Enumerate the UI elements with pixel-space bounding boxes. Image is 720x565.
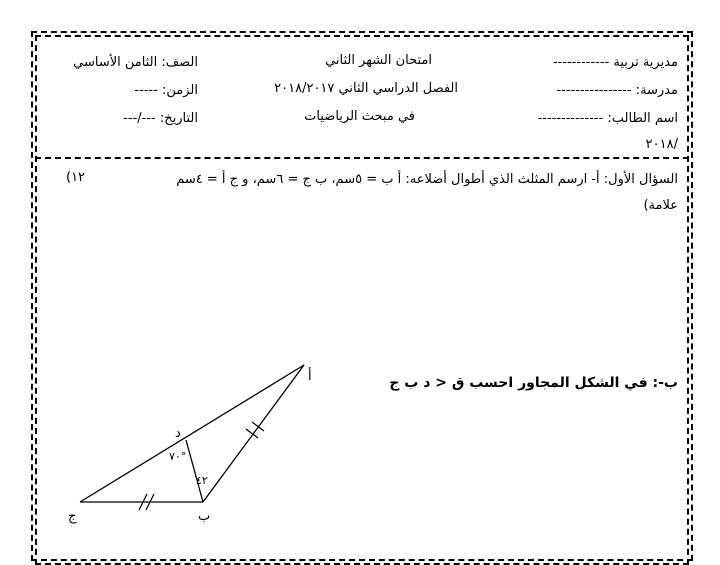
school-text: مدرسة: ----------------	[556, 83, 678, 98]
question1-text: السؤال الأول: أ- ارسم المثلث الذي أطوال أضلاعه: أ ب = ٥سم، ب ج = ٦سم، و ج أ = ٤سم	[176, 172, 678, 187]
grade-text: الصف: الثامن الأساسي	[73, 55, 198, 70]
student-name-text: اسم الطالب: --------------	[537, 111, 678, 126]
question1-marks-close: علامة)	[643, 198, 678, 213]
angle-b-label: ٤٢	[196, 474, 208, 487]
label-j: ج	[68, 509, 77, 524]
subject-text: في مبحث الرياضيات	[304, 109, 415, 124]
label-b: ب	[198, 509, 211, 524]
directorate-text: مديرية تربية ------------	[552, 55, 678, 70]
side-ja	[80, 365, 304, 502]
angle-d-label: ٧٠°	[169, 450, 187, 463]
date-year-text: /٢٠١٨	[645, 137, 678, 152]
time-text: الزمن: -----	[134, 83, 198, 98]
semester-text: الفصل الدراسي الثاني ٢٠١٨/٢٠١٧	[274, 81, 458, 96]
question1-marks-open: (١٢	[66, 170, 86, 185]
side-ba	[203, 365, 304, 502]
label-a: أ	[308, 369, 312, 384]
tick-mark	[252, 422, 264, 431]
segment-bd	[186, 440, 203, 502]
date-text: التاريخ: ---/---	[123, 111, 198, 126]
label-d: د	[175, 426, 181, 441]
question1-part-b: ب-: في الشكل المجاور احسب ق < د ب ج	[389, 375, 678, 391]
exam-title: امتحان الشهر الثاني	[325, 53, 432, 68]
